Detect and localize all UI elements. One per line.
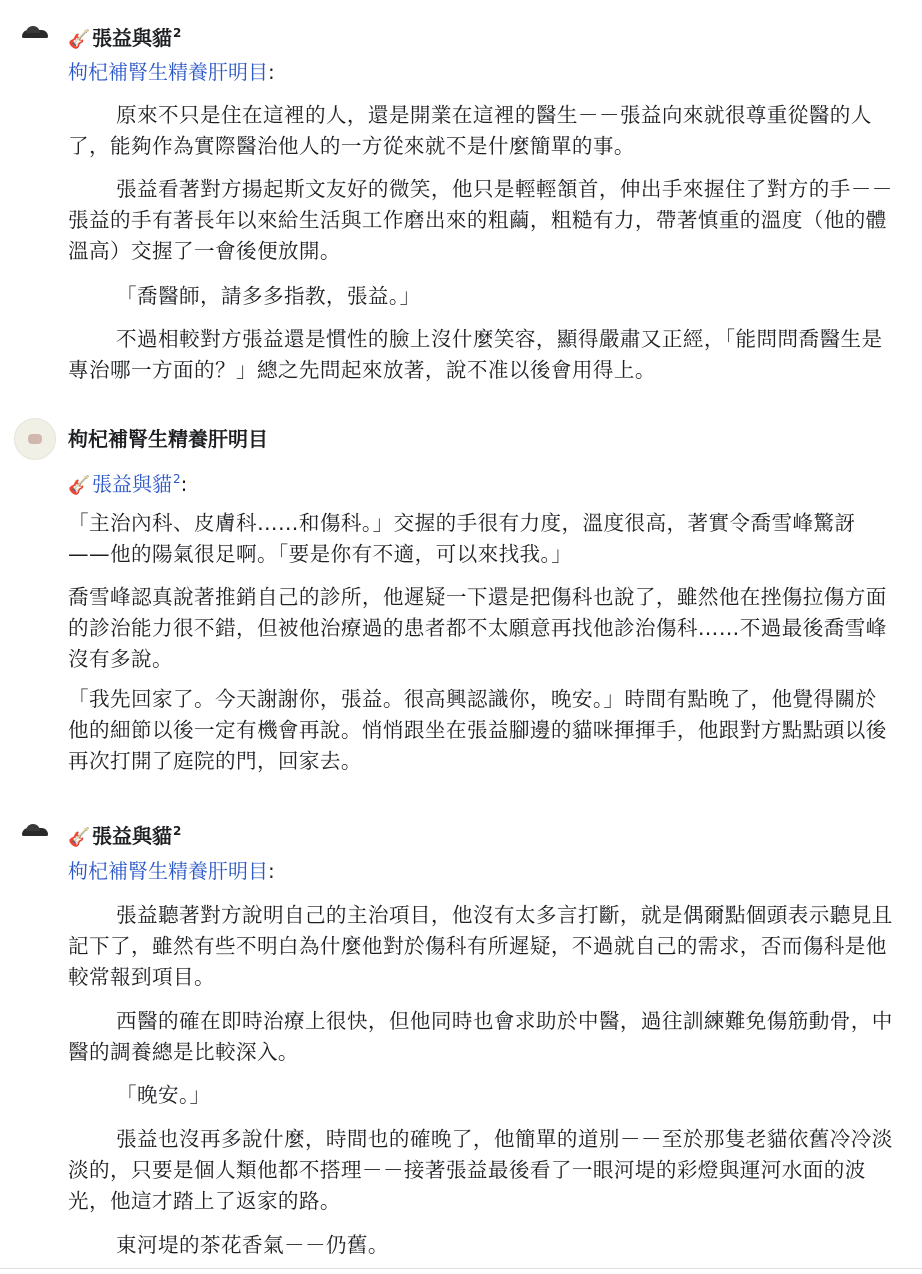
post-paragraph: 「我先回家了。今天謝謝你，張益。很高興認識你，晚安。」時間有點晚了，他覺得關於他的細節以後一定有機會再說。悄悄跟坐在張益腳邊的貓咪揮揮手，他跟對方點點頭以後再次打開了庭院的門，回家去。 <box>68 687 887 773</box>
post-author[interactable] <box>68 426 268 452</box>
post-paragraph: 「喬醫師，請多多指教，張益。」 <box>116 284 421 308</box>
quoted-name[interactable]: 枸杞補腎生精養肝明目: <box>68 859 275 883</box>
post-paragraph: 張益看著對方揚起斯文友好的微笑，他只是輕輕頷首，伸出手來握住了對方的手－－張益的手有著長年以來給生活與工作磨出來的粗繭，粗糙有力，帶著慎重的溫度（他的體溫高）交握了一會後便放開。 <box>68 177 893 263</box>
author-sup: 2 <box>173 824 182 838</box>
post-author[interactable] <box>68 818 181 851</box>
quoted-name[interactable]: 🎸張益與貓$^2$: <box>68 466 187 499</box>
quoted-name[interactable]: 枸杞補腎生精養肝明目: <box>68 60 275 84</box>
author-name[interactable]: 張益與貓 <box>92 824 172 848</box>
guitar-icon: 🎸 <box>68 827 91 848</box>
bottom-divider <box>0 1268 922 1269</box>
post-author[interactable] <box>68 20 181 53</box>
post-paragraph: 不過相較對方張益還是慣性的臉上沒什麼笑容，顯得嚴肅又正經，「能問問喬醫生是專治哪一方面的？」總之先問起來放著，說不准以後會用得上。 <box>68 327 883 382</box>
quoted-name-text[interactable]: 枸杞補腎生精養肝明目 <box>68 859 268 883</box>
post-paragraph: 喬雪峰認真說著推銷自己的診所，他遲疑一下還是把傷科也說了，雖然他在挫傷拉傷方面的診治能力很不錯，但被他治療過的患者都不太願意再找他診治傷科……不過最後喬雪峰沒有多說。 <box>68 585 887 671</box>
quoted-sup: 2 <box>173 472 181 486</box>
post-paragraph: 西醫的確在即時治療上很快，但他同時也會求助於中醫，過往訓練難免傷筋動骨，中醫的調養總是比較深入。 <box>68 1009 893 1064</box>
post-paragraph: 「晚安。」 <box>116 1083 211 1107</box>
post-paragraph: 張益也沒再多說什麼，時間也的確晚了，他簡單的道別－－至於那隻老貓依舊冷冷淡淡的，只要是個人類他都不搭理－－接著張益最後看了一眼河堤的彩燈與運河水面的波光，他這才踏上了返家的路。 <box>68 1127 893 1213</box>
author-name[interactable]: 張益與貓 <box>92 26 172 50</box>
quoted-name-text[interactable]: 張益與貓 <box>92 472 172 496</box>
post-paragraph: 張益聽著對方說明自己的主治項目，他沒有太多言打斷，就是偶爾點個頭表示聽見且記下了，雖然有些不明白為什麼他對於傷科有所遲疑，不過就自己的需求，否而傷科是他較常報到項目。 <box>68 903 893 989</box>
guitar-icon: 🎸 <box>68 29 91 50</box>
cat-avatar-icon[interactable] <box>14 810 56 852</box>
author-sup: 2 <box>173 26 182 40</box>
post-paragraph: 原來不只是住在這裡的人，還是開業在這裡的醫生－－張益向來就很尊重從醫的人了，能夠作為實際醫治他人的一方從來就不是什麼簡單的事。 <box>68 103 872 158</box>
post-paragraph: 東河堤的茶花香氣－－仍舊。 <box>116 1233 389 1257</box>
guitar-icon: 🎸 <box>68 475 91 496</box>
post-paragraph: 「主治內科、皮膚科……和傷科。」交握的手很有力度，溫度很高，著實令喬雪峰驚訝——他的陽氣很足啊。「要是你有不適，可以來找我。」 <box>68 511 856 566</box>
author-name[interactable]: 枸杞補腎生精養肝明目 <box>68 427 268 451</box>
quoted-name-text[interactable]: 枸杞補腎生精養肝明目 <box>68 60 268 84</box>
goji-avatar-icon[interactable] <box>14 418 56 460</box>
cat-avatar-icon[interactable] <box>14 12 56 54</box>
